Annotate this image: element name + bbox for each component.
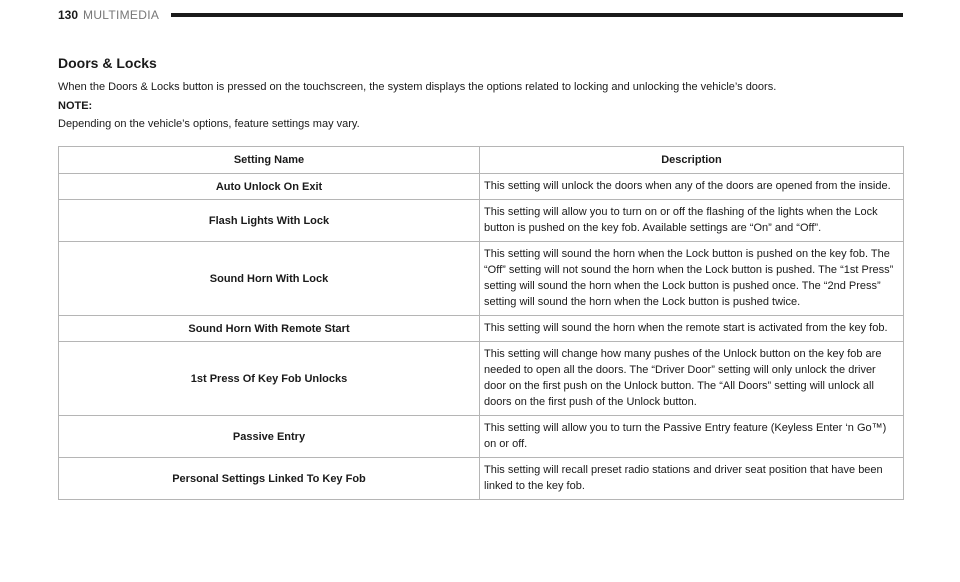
table-row bbox=[59, 458, 904, 500]
page-number: 130 bbox=[58, 8, 79, 22]
setting-name-cell: Personal Settings Linked To Key Fob bbox=[59, 458, 480, 500]
setting-name-cell: 1st Press Of Key Fob Unlocks bbox=[59, 342, 480, 416]
description-cell: This setting will allow you to turn the Passive Entry feature (Keyless Enter ‘n Go™) on or off. bbox=[480, 416, 904, 458]
table-row bbox=[59, 242, 904, 316]
section-name: MULTIMEDIA bbox=[83, 8, 160, 22]
section-title: Doors & Locks bbox=[58, 55, 157, 71]
note-text: Depending on the vehicle’s options, feature settings may vary. bbox=[58, 118, 360, 130]
setting-name-cell: Auto Unlock On Exit bbox=[59, 174, 480, 200]
setting-name-cell: Sound Horn With Remote Start bbox=[59, 316, 480, 342]
settings-table bbox=[58, 146, 904, 500]
description-cell: This setting will unlock the doors when any of the doors are opened from the inside. bbox=[480, 174, 904, 200]
description-cell: This setting will change how many pushes of the Unlock button on the key fob are needed to open all the doors. The “Driver Door” setting will only unlock the driver door on the first push on the Unlock button. The “All Doors” setting will unlock all doors on the first push of the Unlock button. bbox=[480, 342, 904, 416]
table-row bbox=[59, 416, 904, 458]
table-header-row bbox=[59, 147, 904, 174]
setting-name-cell: Flash Lights With Lock bbox=[59, 200, 480, 242]
intro-paragraph: When the Doors & Locks button is pressed on the touchscreen, the system displays the options related to locking and unlocking the vehicle’s doors. bbox=[58, 81, 777, 93]
column-header-setting-name: Setting Name bbox=[59, 147, 480, 174]
table-row bbox=[59, 200, 904, 242]
table-row bbox=[59, 342, 904, 416]
column-header-description: Description bbox=[480, 147, 904, 174]
description-cell: This setting will sound the horn when the Lock button is pushed on the key fob. The “Off” setting will not sound the horn when the Lock button is pushed. The “1st Press” setting will sound the horn when the Lock button is pushed once. The “2nd Press” setting will sound the horn when the Lock button is pushed twice. bbox=[480, 242, 904, 316]
header-rule bbox=[171, 13, 903, 17]
page-header bbox=[58, 4, 903, 26]
setting-name-cell: Sound Horn With Lock bbox=[59, 242, 480, 316]
description-cell: This setting will allow you to turn on or off the flashing of the lights when the Lock button is pushed on the key fob. Available settings are “On” and “Off”. bbox=[480, 200, 904, 242]
note-label: NOTE: bbox=[58, 100, 93, 112]
table-row bbox=[59, 316, 904, 342]
setting-name-cell: Passive Entry bbox=[59, 416, 480, 458]
description-cell: This setting will sound the horn when the remote start is activated from the key fob. bbox=[480, 316, 904, 342]
description-cell: This setting will recall preset radio stations and driver seat position that have been linked to the key fob. bbox=[480, 458, 904, 500]
table-row bbox=[59, 174, 904, 200]
